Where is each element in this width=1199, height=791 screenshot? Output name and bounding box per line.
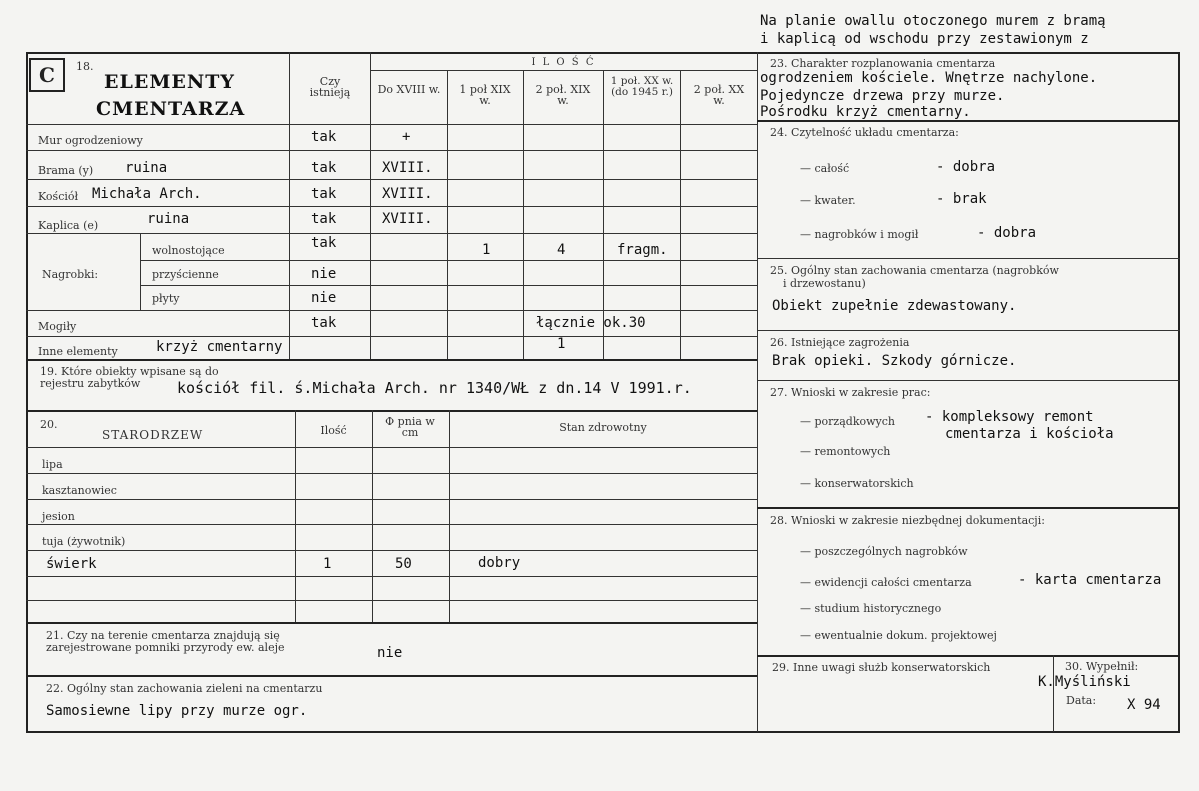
row-brama-label: Brama (y) — [38, 164, 94, 177]
header-ilosc: I L O Ś Ć — [531, 57, 596, 68]
s20-row-jesion: jesion — [42, 510, 75, 523]
header-period-do18: Do XVIII w. — [377, 83, 441, 96]
s27-value-line1: - kompleksowy remont — [925, 409, 1094, 425]
s28-item-projektowej: — ewentualnie dokum. projektowej — [800, 629, 997, 642]
row-mogily-label: Mogiły — [38, 320, 77, 333]
row-kosciol-do18: XVIII. — [382, 186, 433, 202]
row-wolno-p3: fragm. — [617, 242, 668, 258]
s25-line1: 25. Ogólny stan zachowania cmentarza (nagrobków — [770, 264, 1059, 277]
s24-value-calosc: - dobra — [936, 159, 996, 175]
s20-col-pnia: Φ pnia w cm — [385, 415, 435, 439]
s20-row-kasztanowiec: kasztanowiec — [42, 484, 117, 497]
top-note-line2: i kaplicą od wschodu przy zestawionym z — [760, 31, 1089, 47]
header-exists: Czy istnieją — [309, 75, 351, 99]
s20-title: STARODRZEW — [102, 428, 204, 442]
s19-label1: 19. Które obiekty wpisane są do — [40, 365, 219, 378]
row-inne-p2: 1 — [557, 336, 566, 352]
row-przys-exists: nie — [311, 266, 337, 282]
section-letter-box: C — [29, 58, 65, 92]
s19-label2: rejestru zabytków — [40, 377, 141, 390]
s25-value: Obiekt zupełnie zdewastowany. — [772, 298, 1017, 314]
s20-swierk-stan: dobry — [478, 555, 521, 571]
row-kosciol-value: Michała Arch. — [92, 186, 202, 202]
s20-col-ilosc: Ilość — [320, 424, 347, 437]
row-nagrobki-label: Nagrobki: — [42, 268, 99, 281]
s20-swierk-ilosc: 1 — [323, 556, 332, 572]
row-mogily-exists: tak — [311, 315, 337, 331]
s23-label: 23. Charakter rozplanowania cmentarza — [770, 57, 996, 70]
row-kaplica-do18: XVIII. — [382, 211, 433, 227]
row-mogily-total: łącznie ok.30 — [536, 315, 646, 331]
s24-label: 24. Czytelność układu cmentarza: — [770, 126, 959, 139]
s28-label: 28. Wnioski w zakresie niezbędnej dokumentacji: — [770, 514, 1045, 527]
s21-line1: 21. Czy na terenie cmentarza znajdują się — [46, 629, 280, 642]
row-kaplica-label: Kaplica (e) — [38, 219, 99, 232]
row-wolno-p2: 4 — [557, 242, 566, 258]
s24-value-nagrobkow: - dobra — [977, 225, 1037, 241]
row-mur-exists: tak — [311, 129, 337, 145]
row-kosciol-label: Kościół — [38, 190, 79, 203]
s30-name: K.Myśliński — [1038, 674, 1131, 690]
s19-value: kościół fil. ś.Michała Arch. nr 1340/WŁ z dn.14 V 1991.r. — [177, 379, 692, 397]
s20-col-stan: Stan zdrowotny — [559, 421, 647, 434]
row-inne-label: Inne elementy — [38, 345, 118, 358]
s27-value-line2: cmentarza i kościoła — [945, 426, 1114, 442]
s23-line2: Pojedyncze drzewa przy murze. — [760, 88, 1005, 104]
s20-row-swierk: świerk — [46, 556, 97, 572]
s21-line2: zarejestrowane pomniki przyrody ew. aleje — [46, 641, 285, 654]
s20-num: 20. — [40, 418, 58, 431]
row-wolno-exists: tak — [311, 235, 337, 251]
row-inne-value: krzyż cmentarny — [156, 339, 283, 355]
s23-line1: ogrodzeniem kościele. Wnętrze nachylone. — [760, 70, 1098, 86]
s20-swierk-pnia: 50 — [395, 556, 412, 572]
s30-date-label: Data: — [1066, 694, 1097, 707]
s24-item-kwater: — kwater. — [800, 194, 856, 207]
header-period-19b: 2 poł. XIX w. — [535, 83, 591, 107]
header-period-20a: 1 poł. XX w. (do 1945 r.) — [610, 75, 674, 98]
row-mur-label: Mur ogrodzeniowy — [38, 134, 143, 147]
s23-line3: Pośrodku krzyż cmentarny. — [760, 104, 971, 120]
s21-value: nie — [377, 645, 403, 661]
s27-item-porzadkowych: — porządkowych — [800, 415, 895, 428]
s28-item-studium: — studium historycznego — [800, 602, 942, 615]
s26-label: 26. Istniejące zagrożenia — [770, 336, 910, 349]
s28-item-ewidencji: — ewidencji całości cmentarza — [800, 576, 972, 589]
s30-label: 30. Wypełnił: — [1065, 660, 1139, 673]
s26-value: Brak opieki. Szkody górnicze. — [772, 353, 1017, 369]
s27-item-remontowych: — remontowych — [800, 445, 891, 458]
header-period-20b: 2 poł. XX w. — [693, 83, 745, 107]
s27-label: 27. Wnioski w zakresie prac: — [770, 386, 931, 399]
row-brama-exists: tak — [311, 160, 337, 176]
s20-row-tuja: tuja (żywotnik) — [42, 535, 126, 548]
s24-item-nagrobkow: — nagrobków i mogił — [800, 228, 919, 241]
s28-value: - karta cmentarza — [1018, 572, 1162, 588]
row-plyty-exists: nie — [311, 290, 337, 306]
row-plyty-label: płyty — [152, 292, 180, 305]
row-kaplica-exists: tak — [311, 211, 337, 227]
s27-item-konserwatorskich: — konserwatorskich — [800, 477, 914, 490]
s24-item-calosc: — całość — [800, 162, 850, 175]
s29-label: 29. Inne uwagi służb konserwatorskich — [772, 661, 991, 674]
row-kosciol-exists: tak — [311, 186, 337, 202]
s25-line2: i drzewostanu) — [783, 277, 866, 290]
section-18-number: 18. — [76, 60, 94, 73]
row-brama-value: ruina — [125, 160, 168, 176]
row-kaplica-value: ruina — [147, 211, 190, 227]
row-mur-do18: + — [402, 129, 411, 145]
title-line2: CMENTARZA — [96, 98, 246, 120]
s20-row-lipa: lipa — [42, 458, 63, 471]
header-period-19a: 1 poł XIX w. — [459, 83, 511, 107]
s22-value: Samosiewne lipy przy murze ogr. — [46, 703, 308, 719]
row-brama-do18: XVIII. — [382, 160, 433, 176]
s28-item-nagrobkow: — poszczególnych nagrobków — [800, 545, 968, 558]
row-przys-label: przyścienne — [152, 268, 219, 281]
top-note-line1: Na planie owallu otoczonego murem z bramą — [760, 13, 1106, 29]
s30-date: X 94 — [1127, 697, 1161, 713]
s24-value-kwater: - brak — [936, 191, 987, 207]
row-wolno-p1: 1 — [482, 242, 491, 258]
s22-label: 22. Ogólny stan zachowania zieleni na cmentarzu — [46, 682, 323, 695]
row-wolno-label: wolnostojące — [152, 244, 225, 257]
title-line1: ELEMENTY — [104, 71, 235, 93]
